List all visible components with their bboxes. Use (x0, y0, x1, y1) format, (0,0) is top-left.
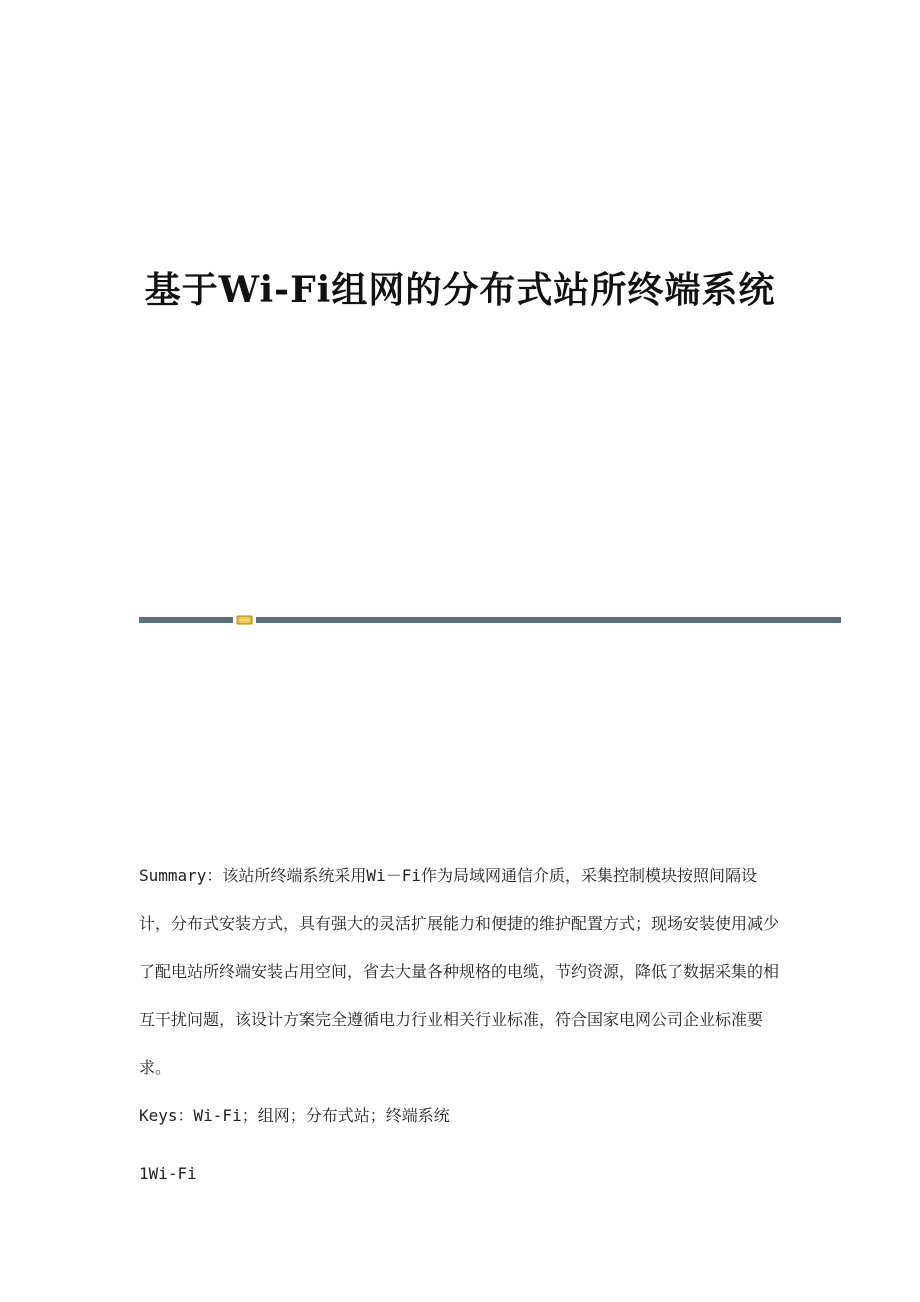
summary-paragraph: Summary：该站所终端系统采用Wi－Fi作为局域网通信介质，采集控制模块按照间隔设计，分布式安装方式，具有强大的灵活扩展能力和便捷的维护配置方式；现场安装使用减少了配电站所终端安装占用空间，省去大量各种规格的电缆，节约资源，降低了数据采集的相互干扰问题，该设计方案完全遵循电力行业相关行业标准，符合国家电网公司企业标准要求。 (139, 866, 780, 1077)
section-heading: 1Wi-Fi (139, 1164, 197, 1183)
divider-ornament-icon (235, 615, 254, 625)
section-divider (139, 615, 841, 624)
divider-bar-left (139, 617, 233, 623)
divider-bar-right (256, 617, 841, 623)
document-title: 基于Wi-Fi组网的分布式站所终端系统 (144, 269, 776, 311)
keywords-line: Keys：Wi-Fi；组网；分布式站；终端系统 (139, 1106, 450, 1125)
